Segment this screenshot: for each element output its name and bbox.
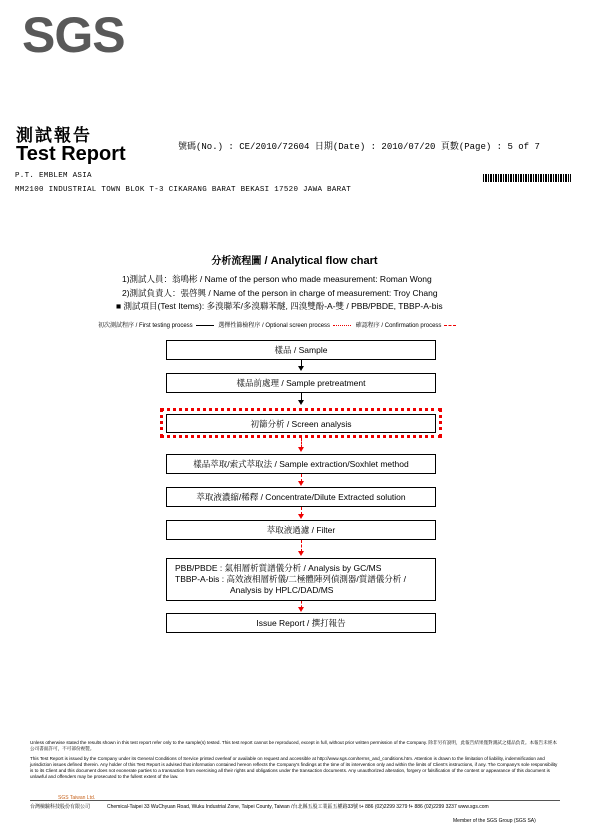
report-title-cn: 測試報告	[16, 126, 92, 146]
barcode	[483, 174, 571, 182]
step-filter: 萃取液過濾 / Filter	[166, 520, 436, 540]
legend-confirm: 確認程序 / Confirmation process	[355, 323, 442, 329]
company-address: MM2100 INDUSTRIAL TOWN BLOK T-3 CIKARANG BARAT BEKASI 17520 JAWA BARAT	[15, 186, 352, 194]
legend	[98, 320, 459, 329]
person-made: 1)測試人員：翁鳴彬 / Name of the person who made measurement: Roman Wong	[122, 274, 432, 284]
red-down-arrow-icon	[298, 481, 304, 486]
dashed-arrow-icon	[444, 325, 456, 326]
down-arrow-icon	[298, 400, 304, 405]
footer-disclaimer-2: This Test Report is issued by the Company under its General Conditions of Service printed overleaf or available on request and accessible at http://www.sgs.com/terms_and_conditions.htm. Attention is drawn to the limitation of liability, indemnification and jurisdiction issues defined therein. Any holder of this Test Report is advised that information contained hereon reflects the Company's findings at the time of its intervention only and within the limits of Client's instructions, if any. The Company's sole responsibility is to its Client and this document does not exonerate parties to a transaction from exercising all their rights and obligations under the transaction documents. Any unauthorized alteration, forgery or falsification of the content or appearance of this document is unlawful and offenders may be prosecuted to the fullest extent of the law.	[30, 756, 558, 779]
footer-member: Member of the SGS Group (SGS SA)	[453, 818, 536, 824]
flow-title-en: / Analytical flow chart	[261, 255, 378, 267]
company-name: P.T. EMBLEM ASIA	[15, 172, 92, 180]
footer-company-small: SGS Taiwan Ltd.	[58, 795, 96, 801]
step-screen-analysis: 初篩分析 / Screen analysis	[166, 414, 436, 433]
step-concentrate: 萃取液濃縮/稀釋 / Concentrate/Dilute Extracted solution	[166, 487, 436, 507]
step-issue-report: Issue Report / 撰打報告	[166, 613, 436, 633]
step-extraction: 樣品萃取/索式萃取法 / Sample extraction/Soxhlet method	[166, 454, 436, 474]
step-analysis	[166, 558, 436, 601]
red-down-arrow-icon	[298, 551, 304, 556]
report-meta: 號碼(No.) : CE/2010/72604 日期(Date) : 2010/07/20 頁數(Page) : 5 of 7	[178, 142, 540, 152]
down-arrow-icon	[298, 366, 304, 371]
red-down-arrow-icon	[298, 607, 304, 612]
footer-disclaimer-1: Unless otherwise stated the results shown in this test report refer only to the sample(s) tested. This test report cannot be reproduced, except in full, without prior written permission of the Company. 除非另有說明，此報告結果僅對測試之樣品負責。本報告未經本公司書面許可，不可部份複製。	[30, 740, 558, 751]
legend-first: 初次測試程序 / First testing process	[98, 323, 193, 329]
sgs-logo: SGS	[22, 7, 125, 63]
flow-title-cn: 分析流程圖	[211, 256, 262, 267]
flow-chart-title	[0, 252, 589, 267]
dotted-line-icon	[333, 325, 351, 326]
solid-arrow-icon	[196, 325, 214, 326]
legend-optional: 選擇性篩檢程序 / Optional screen process	[218, 323, 331, 329]
analysis-line-3: Analysis by HPLC/DAD/MS	[230, 585, 334, 595]
step-sample: 樣品 / Sample	[166, 340, 436, 360]
step-pretreatment: 樣品前處理 / Sample pretreatment	[166, 373, 436, 393]
report-title-en: Test Report	[16, 143, 126, 165]
footer-company-cn: 台灣檢驗科技股份有限公司	[30, 804, 91, 810]
footer-address: Chemical-Taipei 33 WuChyuan Road, Wuku Industrial Zone, Taipei County, Taiwan /台北縣五股工業區五權路33號 t+ 886 (02)2299 3279 f+ 886 (02)2299 3237 www.sgs.com	[107, 804, 489, 810]
red-down-arrow-icon	[298, 514, 304, 519]
test-items: ■ 測試項目(Test Items): 多溴聯苯/多溴聯苯醚, 四溴雙酚-A-雙 / PBB/PBDE, TBBP-A-bis	[116, 301, 443, 311]
red-down-arrow-icon	[298, 447, 304, 452]
footer-divider	[30, 800, 560, 801]
person-charge: 2)測試負責人：張啓興 / Name of the person in charge of measurement: Troy Chang	[122, 288, 438, 298]
analysis-line-2: TBBP-A-bis : 高效液相層析儀/二極體陣列偵測器/質譜儀分析 /	[175, 574, 406, 584]
analysis-line-1: PBB/PBDE : 氣相層析質譜儀分析 / Analysis by GC/MS	[175, 563, 382, 573]
